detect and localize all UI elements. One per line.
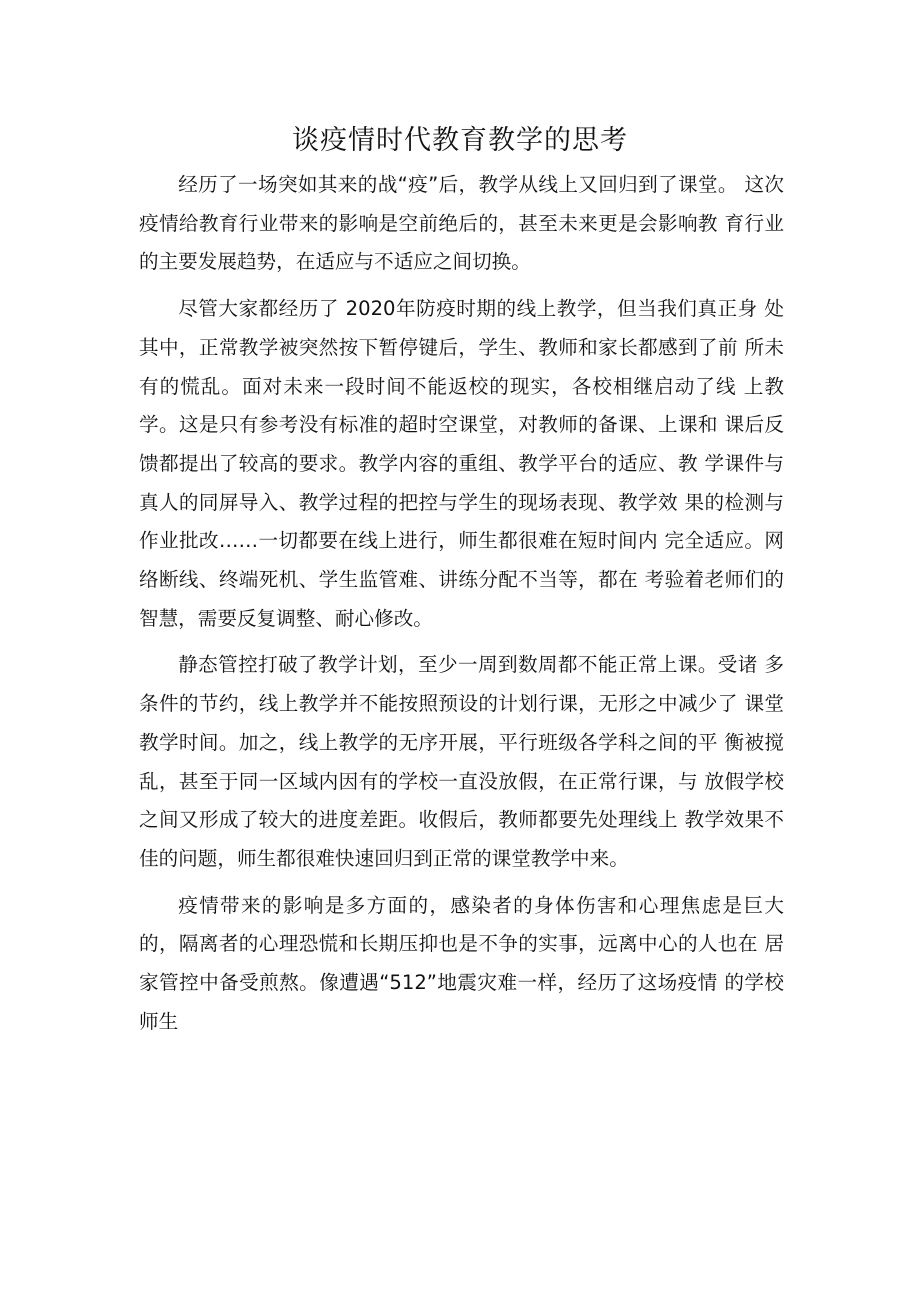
document-title: 谈疫情时代教育教学的思考 bbox=[292, 125, 628, 156]
paragraph-2: 尽管大家都经历了 2020年防疫时期的线上教学，但当我们真正身 处其中，正常教学被突然按下暂停键后，学生、教师和家长都感到了前 所未有的慌乱。面对未来一段时间不能返校的现实，各校相继启动了线 上教学。这是只有参考没有标准的超时空课堂，对教师的备课、上课和 课后反馈都提出了较高的要求。教学内容的重组、教学平台的适应、教 学课件与真人的同屏导入、教学过程的把控与学生的现场表现、教学效 果的检测与作业批改……一切都要在线上进行，师生都很难在短时间内 完全适应。网络断线、终端死机、学生监管难、讲练分配不当等，都在 考验着老师们的智慧，需要反复调整、耐心修改。 bbox=[139, 297, 784, 630]
paragraph-4: 疫情带来的影响是多方面的，感染者的身体伤害和心理焦虑是巨大 的，隔离者的心理恐慌和长期压抑也是不争的实事，远离中心的人也在 居家管控中备受煎熬。像遭遇“512”地震灾难一样，经历了这场疫情 的学校师生 bbox=[139, 893, 784, 1033]
paragraph-3: 静态管控打破了教学计划，至少一周到数周都不能正常上课。受诸 多条件的节约，线上教学并不能按照预设的计划行课，无形之中减少了 课堂教学时间。加之，线上教学的无序开展，平行班级各学科之间的平 衡被搅乱，甚至于同一区域内因有的学校一直没放假，在正常行课，与 放假学校之间又形成了较大的进度差距。收假后，教师都要先处理线上 教学效果不佳的问题，师生都很难快速回归到正常的课堂教学中来。 bbox=[139, 653, 784, 870]
document-body bbox=[139, 166, 784, 1049]
paragraph-1: 经历了一场突如其来的战“疫”后，教学从线上又回归到了课堂。 这次疫情给教育行业带来的影响是空前绝后的，甚至未来更是会影响教 育行业的主要发展趋势，在适应与不适应之间切换。 bbox=[139, 173, 784, 274]
